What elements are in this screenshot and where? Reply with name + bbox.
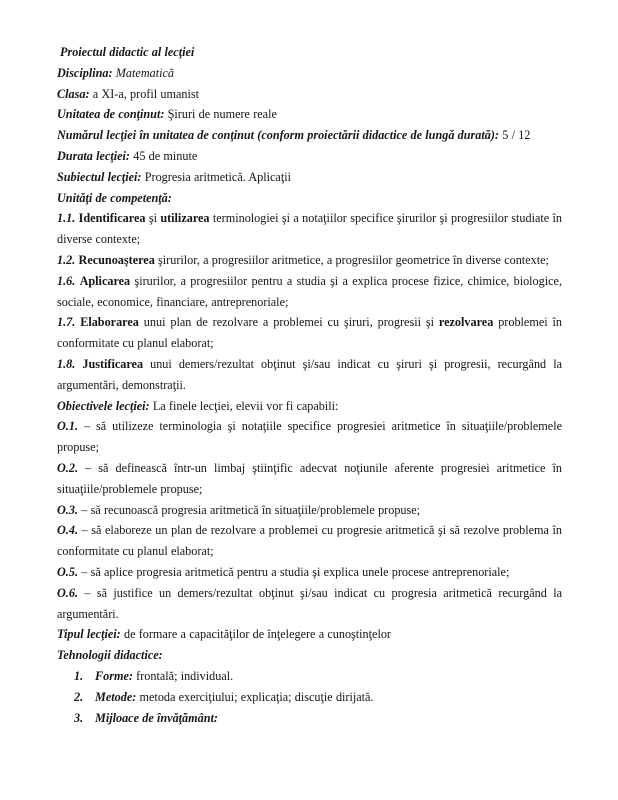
- list-item-number: 1.: [74, 668, 84, 683]
- field-numarul-lectiei: [57, 125, 562, 146]
- text-segment: Unitatea de conţinut:: [57, 107, 168, 122]
- text-segment: Progresia aritmetică. Aplicaţii: [144, 169, 291, 184]
- text-segment: La finele lecţiei, elevii vor fi capabili:: [152, 398, 339, 413]
- text-segment: Tipul lecţiei:: [57, 627, 124, 642]
- text-segment: unui demers/rezultat obţinut şi/sau indicat cu şiruri şi progresii, recurgând la argumentări, demonstraţii.: [57, 356, 562, 392]
- text-segment: Clasa:: [57, 86, 93, 101]
- objective-o6: [57, 583, 562, 625]
- text-segment: Obiectivele lecţiei:: [57, 398, 153, 413]
- text-segment: O.6.: [57, 585, 85, 600]
- objective-o5: [57, 562, 562, 583]
- tech-item-metode: [74, 687, 562, 708]
- document-body: [57, 42, 562, 728]
- text-segment: Forme:: [95, 668, 137, 683]
- text-segment: O.4.: [57, 523, 82, 538]
- field-tipul-lectiei: [57, 624, 562, 645]
- text-segment: 1.1.: [57, 211, 79, 226]
- text-segment: şi: [148, 211, 161, 226]
- text-segment: Tehnologii didactice:: [57, 648, 163, 663]
- objective-o2: [57, 458, 562, 500]
- text-segment: O.5.: [57, 564, 82, 579]
- text-segment: Subiectul lecţiei:: [57, 169, 145, 184]
- competence-1-7: [57, 312, 562, 354]
- text-segment: şirurilor, a progresiilor pentru a studia şi a explica procese fizice, chimice, biologice, sociale, economice, financiare, antreprenoriale;: [57, 273, 562, 309]
- text-segment: O.2.: [57, 460, 86, 475]
- text-segment: Numărul lecţiei în unitatea de conţinut (conform proiectării didactice de lungă durată):: [57, 128, 503, 143]
- doc-title: [57, 42, 562, 63]
- text-segment: – să elaboreze un plan de rezolvare a problemei cu progresie aritmetică şi să rezolve problema în conformitate cu planul elaborat;: [57, 523, 562, 559]
- text-segment: Durata lecţiei:: [57, 148, 134, 163]
- text-segment: Unităţi de competenţă:: [57, 190, 172, 205]
- text-segment: Mijloace de învăţământ:: [95, 710, 218, 725]
- competence-1-1: [57, 208, 562, 250]
- text-segment: unui plan de rezolvare a problemei cu şiruri, progresii şi: [143, 315, 439, 330]
- text-segment: Justificarea: [82, 356, 151, 371]
- text-segment: Identificarea: [78, 211, 149, 226]
- objective-o4: [57, 520, 562, 562]
- field-unitatea-de-continut: [57, 104, 562, 125]
- tech-item-forme: [74, 666, 562, 687]
- text-segment: O.3.: [57, 502, 82, 517]
- text-segment: – să definească într-un limbaj ştiinţific adecvat noţiunile aferente progresiei aritmetice în situaţiile/problemele propuse;: [57, 460, 562, 496]
- list-item-number: 3.: [74, 710, 84, 725]
- objective-o3: [57, 500, 562, 521]
- text-segment: 1.6.: [57, 273, 80, 288]
- text-segment: frontală; individual.: [136, 668, 234, 683]
- text-segment: – să justifice un demers/rezultat obţinut şi/sau indicat cu progresia aritmetică recurgând la argumentări.: [57, 585, 562, 621]
- competence-1-2: [57, 250, 562, 271]
- text-segment: 5 / 12: [502, 128, 531, 143]
- heading-unitati-de-competenta: [57, 188, 562, 209]
- text-segment: Metode:: [95, 689, 140, 704]
- text-segment: de formare a capacităţilor de înţelegere a cunoştinţelor: [123, 627, 391, 642]
- field-durata-lectiei: [57, 146, 562, 167]
- text-segment: Aplicarea: [79, 273, 135, 288]
- text-segment: Recunoaşterea: [78, 252, 159, 267]
- text-segment: terminologiei şi a notaţiilor specifice şirurilor şi progresiilor studiate în diverse contexte;: [57, 211, 562, 247]
- text-segment: şirurilor, a progresiilor aritmetice, a progresiilor geometrice în diverse contexte;: [158, 252, 549, 267]
- text-segment: 1.7.: [57, 315, 81, 330]
- heading-tehnologii-didactice: [57, 645, 562, 666]
- text-segment: 1.2.: [57, 252, 79, 267]
- competence-1-6: [57, 271, 562, 313]
- field-disciplina: [57, 63, 562, 84]
- field-subiectul-lectiei: [57, 167, 562, 188]
- heading-obiectivele-lectiei: [57, 396, 562, 417]
- objective-o1: [57, 416, 562, 458]
- text-segment: O.1.: [57, 419, 84, 434]
- text-segment: Elaborarea: [80, 315, 144, 330]
- text-segment: 45 de minute: [133, 148, 198, 163]
- text-segment: – să utilizeze terminologia şi notaţiile specifice progresiei aritmetice în situaţiile/problemele propuse;: [57, 419, 562, 455]
- text-segment: metoda exerciţiului; explicaţia; discuţie dirijată.: [139, 689, 374, 704]
- text-segment: utilizarea: [160, 211, 213, 226]
- competence-1-8: [57, 354, 562, 396]
- text-segment: – să aplice progresia aritmetică pentru a studia şi explica unele procese antreprenoriale;: [81, 564, 510, 579]
- tech-item-mijloace: [74, 708, 562, 729]
- text-segment: problemei în conformitate cu planul elaborat;: [57, 315, 563, 351]
- field-clasa: [57, 84, 562, 105]
- text-segment: – să recunoască progresia aritmetică în situaţiile/problemele propuse;: [81, 502, 421, 517]
- text-segment: Disciplina:: [57, 65, 116, 80]
- text-segment: a XI-a, profil umanist: [92, 86, 199, 101]
- text-segment: Matematică: [115, 65, 174, 80]
- text-segment: Şiruri de numere reale: [167, 107, 277, 122]
- text-segment: 1.8.: [57, 356, 83, 371]
- text-segment: rezolvarea: [438, 315, 499, 330]
- text-segment: Proiectul didactic al lecţiei: [60, 45, 195, 59]
- list-item-number: 2.: [74, 689, 84, 704]
